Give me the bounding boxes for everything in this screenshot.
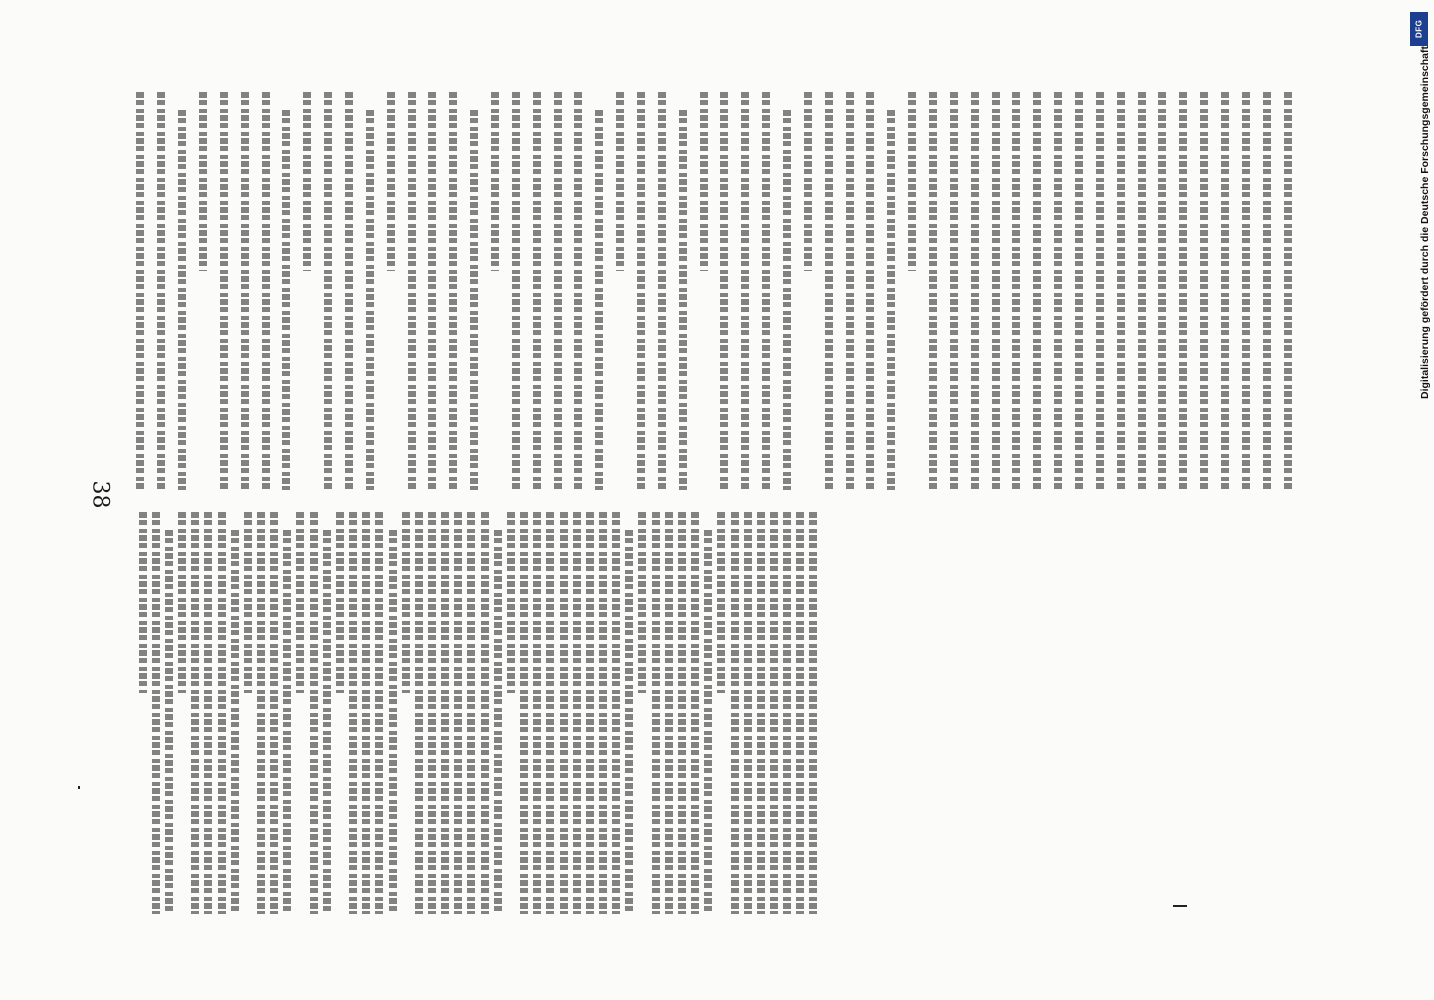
text-line [1242,92,1250,490]
text-line [1075,92,1083,490]
text-line [1158,92,1166,490]
text-line [366,110,374,490]
text-line [178,110,186,490]
page-number: 38 [87,480,113,509]
text-line [929,92,937,490]
text-line [783,110,791,490]
text-line [992,92,1000,490]
text-line [700,92,708,271]
text-line [1012,92,1020,490]
text-line [387,92,395,271]
text-line [887,110,895,490]
text-line [345,92,353,490]
dfg-credit-strip [1406,6,1432,766]
text-line [262,92,270,490]
dfg-logo: DFG [1410,12,1428,46]
text-line [971,92,979,490]
text-line [1033,92,1041,490]
text-line [950,92,958,490]
text-line [846,92,854,490]
text-line [825,92,833,490]
text-line [1179,92,1187,490]
text-line [1200,92,1208,490]
text-line [428,92,436,490]
text-line [241,92,249,490]
text-line [866,92,874,490]
text-line [1054,92,1062,490]
dfg-credit-text: Digitalisierung gefördert durch die Deutsche Forschungsgemeinschaft [1419,46,1431,399]
text-line [804,92,812,271]
text-line [679,110,687,490]
text-line [637,92,645,490]
text-line [554,92,562,490]
text-line [741,92,749,490]
text-line [157,92,165,490]
text-line [220,92,228,490]
text-line [574,92,582,490]
text-line [533,92,541,490]
text-line [1117,92,1125,490]
text-line [512,92,520,490]
text-line [762,92,770,490]
scan-mark [1173,905,1187,907]
text-line [616,92,624,271]
text-line [720,92,728,490]
text-line [449,92,457,490]
text-line [470,110,478,490]
text-line [658,92,666,490]
text-line [1096,92,1104,490]
text-line [199,92,207,271]
text-line [136,92,144,490]
text-line [303,92,311,271]
text-line [408,92,416,490]
text-line [491,92,499,271]
text-line [1263,92,1271,490]
scan-mark [78,786,80,789]
text-line [282,110,290,490]
text-line [595,110,603,490]
text-line [1284,92,1292,490]
text-line [908,92,916,271]
text-line [324,92,332,490]
text-line [1221,92,1229,490]
text-line [1138,92,1146,490]
